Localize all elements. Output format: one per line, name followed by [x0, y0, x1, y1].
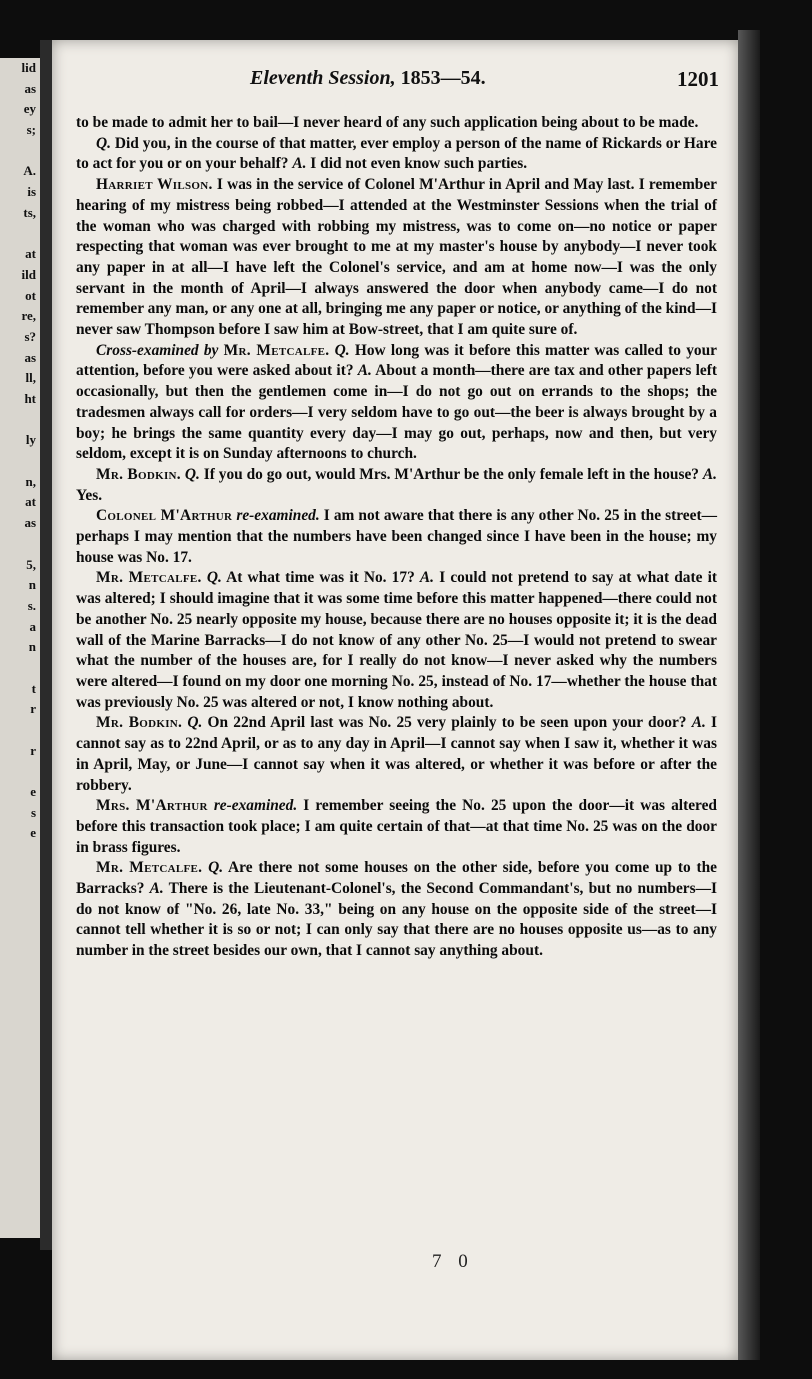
margin-fragment: ly — [25, 432, 36, 448]
speaker-name: Mr. Metcalfe. — [223, 341, 330, 359]
italic-text: Q. — [208, 859, 224, 877]
margin-fragment: ot — [25, 287, 36, 303]
margin-fragment: ht — [24, 391, 36, 406]
page-edge-shadow — [738, 30, 760, 1360]
paragraph-p9 — [76, 796, 717, 858]
margin-fragment — [2, 141, 36, 162]
paragraph-text: On 22nd April last was No. 25 very plainly to be seen upon your door? — [202, 714, 692, 732]
margin-fragment: s; — [26, 122, 36, 138]
margin-fragment — [2, 720, 36, 741]
paragraph-text: If you do go out, would Mrs. M'Arthur be the only female left in the house? — [199, 465, 703, 483]
margin-fragment: s? — [24, 328, 36, 344]
page-number: 1201 — [677, 67, 719, 91]
italic-text: Cross-examined by — [96, 341, 219, 359]
book-spine — [40, 40, 52, 1250]
margin-fragment: n — [28, 577, 36, 593]
margin-fragment — [2, 534, 36, 555]
paragraph-p4 — [76, 341, 717, 465]
margin-fragment — [2, 658, 36, 679]
italic-text: Q. — [206, 569, 222, 587]
margin-fragment: n, — [25, 473, 36, 489]
paragraph-p8 — [76, 713, 717, 796]
paragraph-text: Yes. — [76, 486, 103, 504]
italic-text: A. — [702, 465, 718, 483]
facing-page-left — [0, 58, 43, 1238]
margin-fragment — [2, 410, 36, 431]
italic-text: Q. — [187, 714, 203, 732]
paragraph-text: I cannot say as to 22nd April, or as to any day in April—I cannot say when I saw it, whether it was in April, May, or June—I cannot say when it was altered, or whether it was before or after the robbery. — [76, 714, 717, 794]
paragraph-text: About a month—there are tax and other papers left occasionally, but then the gentlemen come in—I do not go out on errands to the shops; the tradesmen always call for orders—I very seldom have to go out—the beer is always brought by a boy; he brings the same quantity every day—I may go out, perhaps, now and then, but very seldom, except it is on Sunday afternoons to church. — [76, 362, 718, 463]
margin-fragment: s — [30, 804, 36, 820]
margin-fragment: ild — [21, 266, 36, 282]
italic-text: A. — [149, 880, 164, 898]
speaker-name: Mr. Bodkin. — [96, 465, 181, 483]
margin-fragment: r — [30, 742, 36, 758]
margin-fragment: n — [28, 639, 36, 655]
paragraph-text: Did you, in the course of that matter, ever employ a person of the name of Rickards or Hare to act for you or on your behalf? — [76, 134, 717, 173]
margin-fragment — [2, 761, 36, 782]
speaker-name: Mr. Metcalfe. — [96, 859, 203, 877]
margin-fragment: re, — [21, 308, 36, 324]
margin-fragment: lid — [21, 60, 36, 75]
speaker-name: Mr. Metcalfe. — [96, 569, 202, 587]
margin-fragment: ts, — [23, 204, 36, 220]
italic-text: Q. — [334, 341, 350, 359]
running-header — [76, 67, 719, 97]
paragraph-text: I remember seeing the No. 25 upon the door—it was altered before this transaction took place; I am quite certain of that—at that time No. 25 was on the door in brass figures. — [76, 797, 717, 856]
header-years: 1853—54. — [400, 67, 486, 89]
margin-fragment — [2, 224, 36, 245]
margin-fragment: e — [30, 784, 36, 800]
speaker-name: Mrs. M'Arthur — [96, 797, 208, 815]
paragraph-p2 — [76, 134, 717, 175]
margin-fragment: ey — [23, 101, 36, 117]
paragraph-p7 — [76, 568, 717, 713]
header-title — [250, 67, 486, 90]
paragraph-p1 — [76, 113, 717, 134]
paragraph-text: I am not aware that there is any other No. 25 in the street—perhaps I may mention that the numbers have been changed since I have been in the house; my house was No. 17. — [76, 507, 717, 566]
paragraph-p5 — [76, 465, 717, 506]
italic-text: A. — [292, 155, 307, 173]
paragraph-text: to be made to admit her to bail—I never heard of any such application being about to be made. — [76, 114, 699, 131]
paragraph-text: There is the Lieutenant-Colonel's, the Second Commandant's, but no numbers—I do not know of "No. 26, late No. 33," being on any house on the opposite side of the street—I cannot tell whether it is so or not; I can only say that there are no houses opposite us—as to any number in the street besides our own, that I cannot say anything about. — [76, 880, 718, 960]
italic-text: re-examined. — [213, 797, 298, 815]
margin-fragment: r — [30, 701, 36, 717]
italic-text: A. — [419, 569, 435, 587]
paragraph-text: I was in the service of Colonel M'Arthur in April and May last. I remember hearing of my mistress being robbed—I attended at the Westminster Sessions when the trial of the woman who was charged with robbing my mistress, was to come on—no notice or paper respecting that woman was ever brought to me at my master's house by anybody—I never took any paper in at all—I have left the Colonel's service, and am at home now—I was the only servant in the month of April—I always answered the door when anybody came—I do not remember any man, or any one at all, bringing me any paper or notice, or anything of the kind—I never saw Thompson before I saw him at Bow-street, that I am quite sure of. — [76, 176, 717, 339]
speaker-name: Colonel M'Arthur — [96, 507, 233, 525]
italic-text: A. — [357, 362, 372, 380]
printer-signature-mark: 7 0 — [432, 1251, 474, 1272]
paragraph-text: I could not pretend to say at what date it was altered; I should imagine that it was some time before this matter happened—there could not be another No. 25 nearly opposite my house, because there are no houses opposite it; it is the dead wall of the Marine Barracks—I do not know of any other No. 25—I would not pretend to swear what the number of the houses are, for I really do not know—I never asked why the numbers were altered—I found on my door one morning No. 25, instead of No. 17—whether the house that was previously No. 25 was altered or not, I know nothing about. — [76, 569, 717, 711]
paragraph-p3 — [76, 175, 717, 341]
margin-fragment: is — [27, 184, 36, 200]
paragraph-text: Are there not some houses on the other side, before you come up to the Barracks? — [76, 859, 717, 898]
header-session: Eleventh Session, — [250, 67, 396, 89]
facing-page-margin-text — [2, 58, 36, 844]
margin-fragment: at — [25, 494, 36, 510]
italic-text: re-examined. — [236, 507, 320, 525]
paragraph-text: At what time was it No. 17? — [221, 569, 420, 587]
paragraph-text: How long was it before this matter was called to your attention, before you were asked about it? — [76, 341, 718, 380]
speaker-name: Harriet Wilson. — [96, 176, 213, 194]
margin-fragment: t — [31, 680, 36, 696]
speaker-name: Mr. Bodkin. — [96, 714, 183, 732]
italic-text: Q. — [96, 134, 111, 152]
paragraph-text: I did not even know such parties. — [306, 155, 528, 173]
margin-fragment: ll, — [25, 370, 36, 386]
italic-text: A. — [691, 714, 706, 732]
paragraph-p6 — [76, 506, 717, 568]
margin-fragment: 5, — [26, 556, 36, 572]
italic-text: Q. — [184, 465, 200, 483]
margin-fragment: as — [24, 80, 36, 96]
margin-fragment: as — [24, 515, 36, 531]
margin-fragment: A. — [23, 163, 36, 179]
margin-fragment: at — [25, 246, 36, 262]
margin-fragment: s. — [27, 597, 36, 613]
margin-fragment: as — [24, 349, 36, 365]
margin-fragment — [2, 451, 36, 472]
margin-fragment: a — [29, 618, 36, 634]
document-body — [76, 113, 717, 962]
paragraph-p10 — [76, 858, 717, 962]
margin-fragment: e — [30, 825, 36, 841]
